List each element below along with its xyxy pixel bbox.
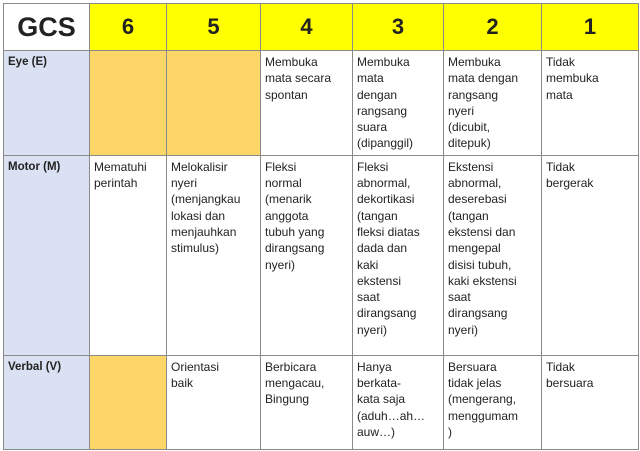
table-cell: Orientasi baik xyxy=(167,355,261,449)
gcs-title: GCS xyxy=(4,4,90,51)
table-cell: Hanya berkata- kata saja (aduh…ah… auw…) xyxy=(353,355,444,449)
table-cell: Tidak membuka mata xyxy=(542,51,639,156)
score-1: 1 xyxy=(542,4,639,51)
table-cell: Mematuhi perintah xyxy=(90,155,167,355)
empty-cell xyxy=(90,51,167,156)
motor-row xyxy=(4,155,639,355)
table-cell: Berbicara mengacau, Bingung xyxy=(261,355,353,449)
table-cell: Melokalisir nyeri (menjangkau lokasi dan menjauhkan stimulus) xyxy=(167,155,261,355)
score-4: 4 xyxy=(261,4,353,51)
table-cell: Membuka mata dengan rangsang suara (dipanggil) xyxy=(353,51,444,156)
table-cell: Tidak bersuara xyxy=(542,355,639,449)
score-2: 2 xyxy=(444,4,542,51)
table-cell: Bersuara tidak jelas (mengerang, menggumam ) xyxy=(444,355,542,449)
row-label: Motor (M) xyxy=(4,155,90,355)
header-row xyxy=(4,4,639,51)
table-cell: Membuka mata secara spontan xyxy=(261,51,353,156)
table-cell: Membuka mata dengan rangsang nyeri (dicubit, ditepuk) xyxy=(444,51,542,156)
eye-row xyxy=(4,51,639,156)
table-cell: Fleksi abnormal, dekortikasi (tangan fleksi diatas dada dan kaki ekstensi saat dirangsang nyeri) xyxy=(353,155,444,355)
score-6: 6 xyxy=(90,4,167,51)
table-cell: Ekstensi abnormal, deserebasi (tangan ekstensi dan mengepal disisi tubuh, kaki ekstensi saat dirangsang nyeri) xyxy=(444,155,542,355)
row-label: Eye (E) xyxy=(4,51,90,156)
score-5: 5 xyxy=(167,4,261,51)
table-cell: Tidak bergerak xyxy=(542,155,639,355)
table-cell: Fleksi normal (menarik anggota tubuh yang dirangsang nyeri) xyxy=(261,155,353,355)
verbal-row xyxy=(4,355,639,449)
empty-cell xyxy=(90,355,167,449)
row-label: Verbal (V) xyxy=(4,355,90,449)
empty-cell xyxy=(167,51,261,156)
gcs-table xyxy=(3,3,639,450)
score-3: 3 xyxy=(353,4,444,51)
